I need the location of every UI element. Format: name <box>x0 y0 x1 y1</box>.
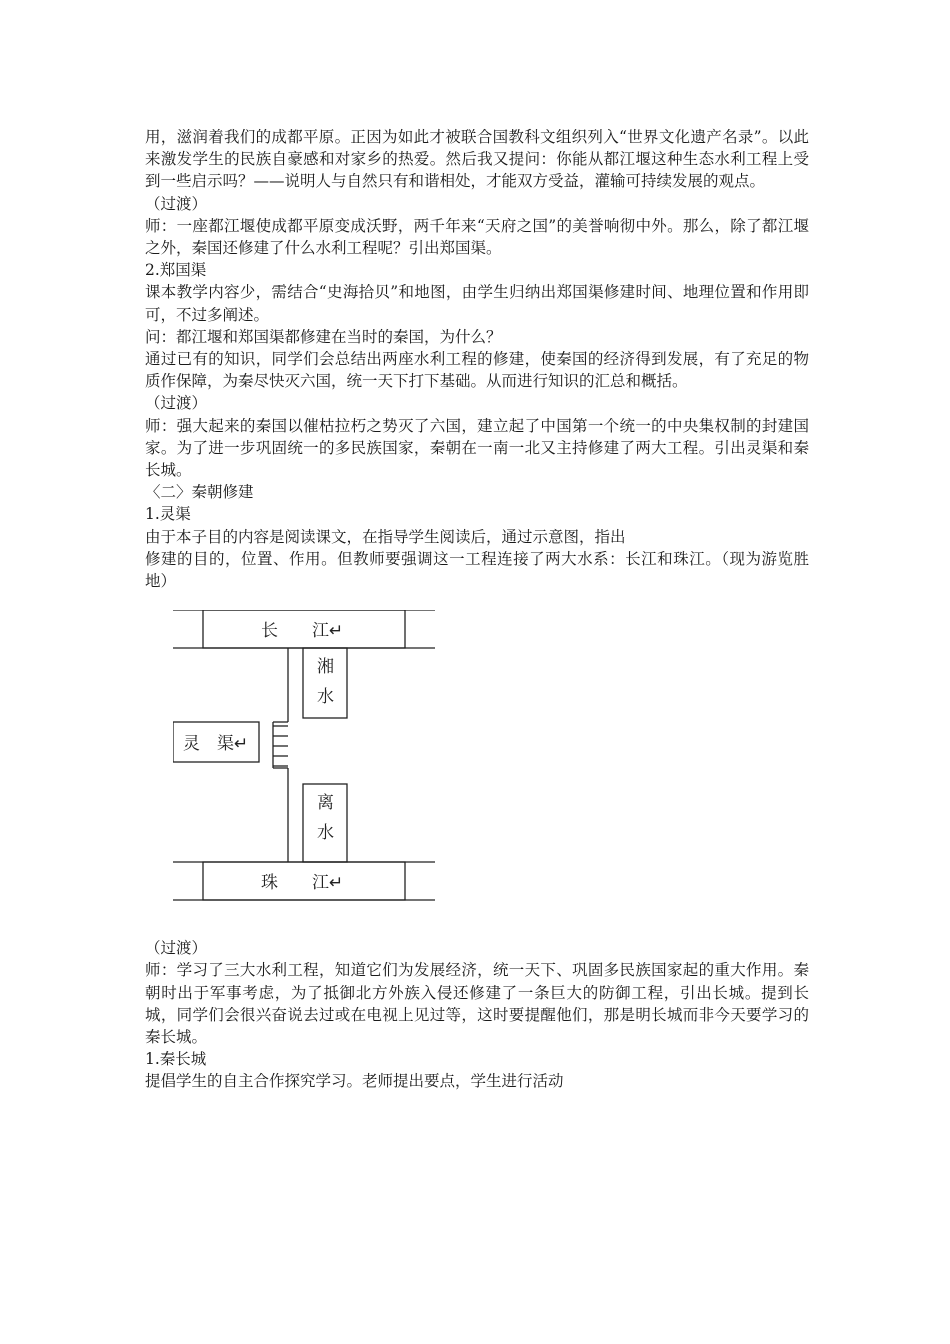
section-heading: 1.灵渠 <box>145 505 191 524</box>
paragraph: 由于本子目的内容是阅读课文，在指导学生阅读后，通过示意图，指出 <box>145 527 626 546</box>
bottom-river-label: 珠 江↵ <box>261 873 344 894</box>
lingqu-diagram <box>145 592 809 937</box>
paragraph: 师：学习了三大水利工程，知道它们为发展经济，统一天下、巩固多民族国家起的重大作用。秦朝时出于军事考虑，为了抵御北方外族入侵还修建了一条巨大的防御工程，引出长城。提到长城，同学们会很兴奋说去过或在电视上见过等，这时要提醒他们，那是明长城而非今天要学习的秦长城。 <box>145 961 809 1047</box>
transition-label: （过渡） <box>145 394 208 413</box>
section-heading: 2.郑国渠 <box>145 261 207 280</box>
document-page <box>145 126 809 1093</box>
lingqu-label: 灵 渠↵ <box>183 734 249 755</box>
paragraph: 课本教学内容少，需结合“史海拾贝”和地图，由学生归纳出郑国渠修建时间、地理位置和作用即可，不过多阐述。 <box>145 283 809 324</box>
transition-label: （过渡） <box>145 194 208 213</box>
li-label-2: 水 <box>317 823 334 844</box>
top-river-label: 长 江↵ <box>261 621 344 642</box>
paragraph: 修建的目的，位置、作用。但教师要强调这一工程连接了两大水系：长江和珠江。（现为游览胜地） <box>145 549 809 591</box>
lingqu-diagram-svg <box>173 610 437 910</box>
section-heading: 〈二〉秦朝修建 <box>145 483 254 502</box>
paragraph: 师：强大起来的秦国以催枯拉朽之势灭了六国，建立起了中国第一个统一的中央集权制的封建国家。为了进一步巩固统一的多民族国家，秦朝在一南一北又主持修建了两大工程。引出灵渠和秦长城。 <box>145 416 809 480</box>
paragraph: 师：一座都江堰使成都平原变成沃野，两千年来“天府之国”的美誉响彻中外。那么，除了都江堰之外，秦国还修建了什么水利工程呢？引出郑国渠。 <box>145 216 809 258</box>
section-heading: 1.秦长城 <box>145 1050 207 1069</box>
paragraph: 通过已有的知识，同学们会总结出两座水利工程的修建，使秦国的经济得到发展，有了充足的物质作保障，为秦尽快灭六国，统一天下打下基础。从而进行知识的汇总和概括。 <box>145 350 809 391</box>
xiang-label-1: 湘 <box>317 657 334 678</box>
paragraph: 用，滋润着我们的成都平原。正因为如此才被联合国教科文组织列入“世界文化遗产名录”。以此来激发学生的民族自豪感和对家乡的热爱。然后我又提问：你能从都江堰这种生态水利工程上受到一些启示吗？——说明人与自然只有和谐相处，才能双方受益，灌输可持续发展的观点。 <box>145 128 809 191</box>
paragraph: 提倡学生的自主合作探究学习。老师提出要点，学生进行活动 <box>145 1072 564 1091</box>
xiang-label-2: 水 <box>317 687 334 708</box>
paragraph: 问：都江堰和郑国渠都修建在当时的秦国，为什么？ <box>145 327 502 346</box>
li-label-1: 离 <box>317 793 334 814</box>
transition-label: （过渡） <box>145 939 208 958</box>
